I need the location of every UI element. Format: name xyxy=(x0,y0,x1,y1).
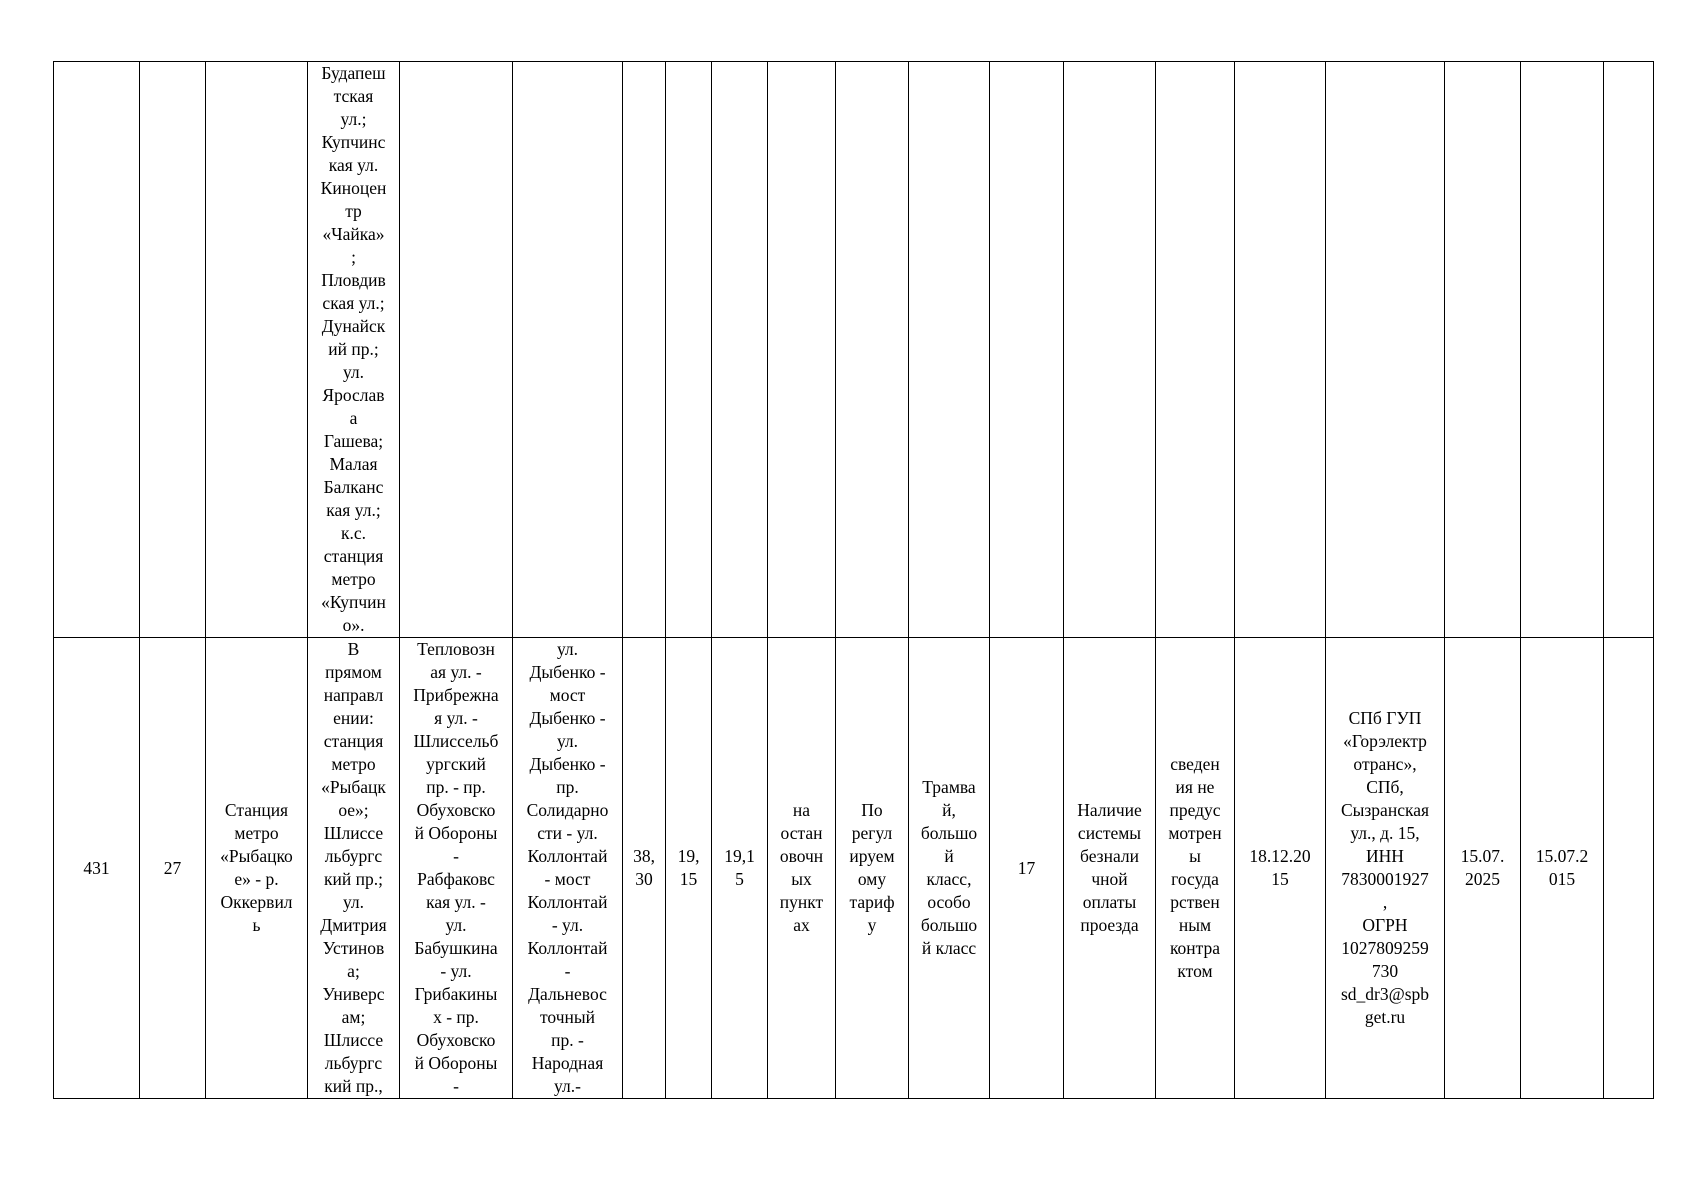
cell-boarding-order: на остан овочн ых пункт ах xyxy=(768,638,836,1099)
cell-length-total: 19,1 5 xyxy=(712,638,768,1099)
cell-streets-backward xyxy=(513,62,623,638)
cell-route-name: Станция метро «Рыбацко е» - р. Оккервил ь xyxy=(206,638,308,1099)
cell-date-1 xyxy=(1445,62,1521,638)
cell-route-no xyxy=(140,62,206,638)
cell-vehicle xyxy=(909,62,990,638)
cell-streets-forward xyxy=(400,62,513,638)
cell-start-date: 18.12.20 15 xyxy=(1235,638,1326,1099)
cell-length-forward: 38, 30 xyxy=(623,638,666,1099)
cell-vehicle: Трамва й, большо й класс, особо большо й класс xyxy=(909,638,990,1099)
cell-extra xyxy=(1604,62,1654,638)
cell-date-2 xyxy=(1521,62,1604,638)
cell-vehicle-count xyxy=(990,62,1064,638)
cell-streets-forward: Тепловозн ая ул. - Прибрежна я ул. - Шлиссельб ургский пр. - пр. Обуховско й Обороны - Рабфаковс кая ул. - ул. Бабушкина - ул. Грибакины х - пр. Обуховско й Обороны - xyxy=(400,638,513,1099)
cell-payment: Наличие системы безнали чной оплаты проезда xyxy=(1064,638,1156,1099)
cell-date-2: 15.07.2 015 xyxy=(1521,638,1604,1099)
cell-length-backward xyxy=(666,62,712,638)
cell-stops: В прямом направл ении: станция метро «Рыбацк ое»; Шлиссе льбургс кий пр.; ул. Дмитрия Устинов а; Универс ам; Шлиссе льбургс кий пр., xyxy=(308,638,400,1099)
cell-number: 431 xyxy=(54,638,140,1099)
cell-env-class: сведен ия не предус мотрен ы госуда рствен ным контра ктом xyxy=(1156,638,1235,1099)
cell-carrier xyxy=(1326,62,1445,638)
cell-carrier: СПб ГУП «Горэлектр отранс», СПб, Сызранская ул., д. 15, ИНН 7830001927 , ОГРН 1027809259 730 sd_dr3@spb get.ru xyxy=(1326,638,1445,1099)
cell-stops: Будапеш тская ул.; Купчинс кая ул. Киноцен тр «Чайка» ; Пловдив ская ул.; Дунайск ий пр.; ул. Ярослав а Гашева; Малая Балканс кая ул.; к.с. станция метро «Купчин о». xyxy=(308,62,400,638)
table-row xyxy=(54,638,1654,1099)
cell-payment xyxy=(1064,62,1156,638)
cell-date-1: 15.07. 2025 xyxy=(1445,638,1521,1099)
cell-env-class xyxy=(1156,62,1235,638)
cell-streets-backward: ул. Дыбенко - мост Дыбенко - ул. Дыбенко - пр. Солидарно сти - ул. Коллонтай - мост Коллонтай - ул. Коллонтай - Дальневос точный пр. - Народная ул.- xyxy=(513,638,623,1099)
table-row xyxy=(54,62,1654,638)
cell-route-name xyxy=(206,62,308,638)
route-registry-table xyxy=(53,61,1654,1099)
cell-vehicle-count: 17 xyxy=(990,638,1064,1099)
cell-length-backward: 19, 15 xyxy=(666,638,712,1099)
cell-length-forward xyxy=(623,62,666,638)
cell-boarding-order xyxy=(768,62,836,638)
cell-extra xyxy=(1604,638,1654,1099)
cell-start-date xyxy=(1235,62,1326,638)
cell-tariff: По регул ируем ому тариф у xyxy=(836,638,909,1099)
cell-number xyxy=(54,62,140,638)
cell-route-no: 27 xyxy=(140,638,206,1099)
cell-length-total xyxy=(712,62,768,638)
cell-tariff xyxy=(836,62,909,638)
